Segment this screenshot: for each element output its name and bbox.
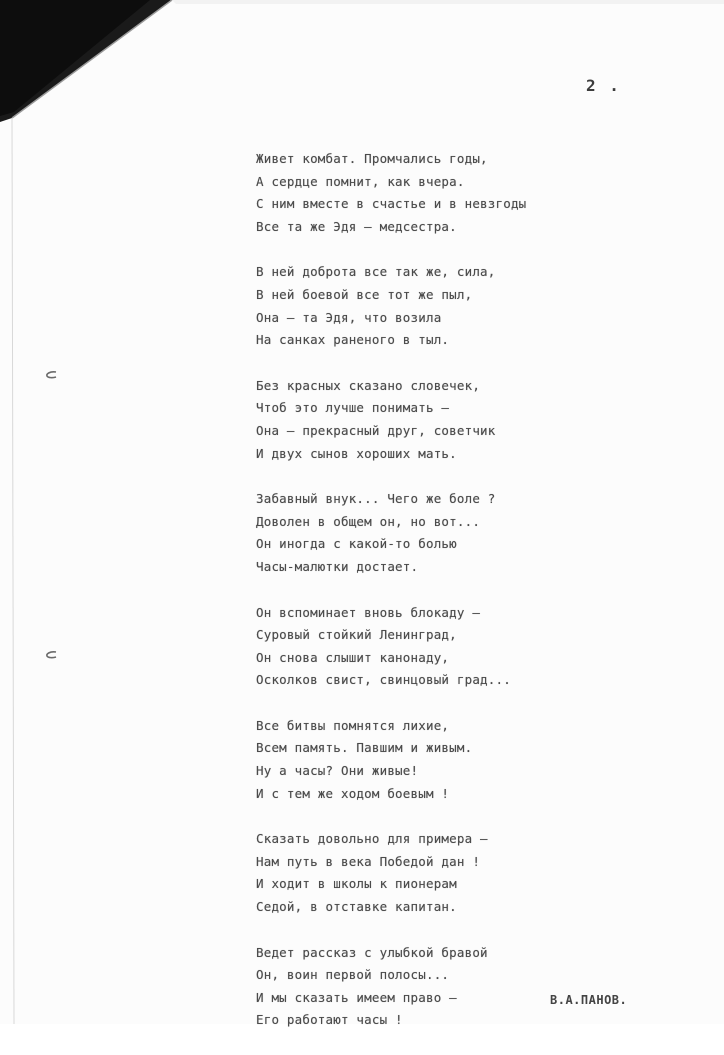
punch-hole-mark [44, 650, 58, 660]
poem-line: Без красных сказано словечек, [256, 377, 481, 393]
poem-line: Он вспоминает вновь блокаду – [256, 604, 481, 620]
poem-line: На санках раненого в тыл. [256, 332, 450, 348]
poem-stanza [256, 715, 586, 805]
poem-line: Он снова слышит канонаду, [256, 649, 450, 665]
poem-stanza [256, 828, 586, 918]
poem-stanza [256, 942, 586, 1032]
poem-line: И двух сынов хороших мать. [256, 445, 457, 461]
poem-stanza [256, 148, 586, 238]
poem-line: А сердце помнит, как вчера. [256, 173, 465, 189]
poem-body [256, 148, 586, 1055]
author-signature: В.А.ПАНОВ. [550, 993, 628, 1007]
poem-line: С ним вместе в счастье и в невзгоды [256, 196, 527, 212]
poem-line: Седой, в отставке капитан. [256, 899, 457, 915]
poem-line: Ведет рассказ с улыбкой бравой [256, 944, 488, 960]
poem-line: И с тем же ходом боевым ! [256, 785, 450, 801]
poem-line: И мы сказать имеем право – [256, 989, 457, 1005]
poem-line: Нам путь в века Победой дан ! [256, 853, 481, 869]
poem-line: Чтоб это лучше понимать – [256, 400, 450, 416]
poem-line: Всем память. Павшим и живым. [256, 740, 473, 756]
poem-line: Все та же Эдя – медсестра. [256, 218, 457, 234]
poem-line: Она – та Эдя, что возила [256, 309, 442, 325]
poem-line: Он, воин первой полосы... [256, 967, 450, 983]
poem-stanza [256, 261, 586, 351]
poem-line: Осколков свист, свинцовый град... [256, 672, 511, 688]
poem-line: Забавный внук... Чего же боле ? [256, 491, 496, 507]
poem-line: Ну а часы? Они живые! [256, 763, 419, 779]
poem-line: Часы-малютки достает. [256, 558, 419, 574]
poem-line: Живет комбат. Промчались годы, [256, 151, 488, 166]
page-number: 2 . [586, 76, 621, 95]
poem-line: Сказать довольно для примера – [256, 831, 488, 847]
poem-line: И ходит в школы к пионерам [256, 876, 457, 892]
punch-hole-mark [44, 370, 58, 380]
poem-line: Он иногда с какой-то болью [256, 536, 457, 552]
poem-line: Его работают часы ! [256, 1012, 403, 1028]
poem-line: В ней доброта все так же, сила, [256, 264, 496, 280]
poem-line: Она – прекрасный друг, советчик [256, 422, 496, 438]
poem-stanza [256, 602, 586, 692]
poem-line: Все битвы помнятся лихие, [256, 717, 450, 733]
poem-line: В ней боевой все тот же пыл, [256, 286, 473, 302]
poem-stanza [256, 375, 586, 465]
poem-stanza [256, 488, 586, 578]
poem-line: Суровый стойкий Ленинград, [256, 627, 457, 643]
poem-line: Доволен в общем он, но вот... [256, 513, 481, 529]
